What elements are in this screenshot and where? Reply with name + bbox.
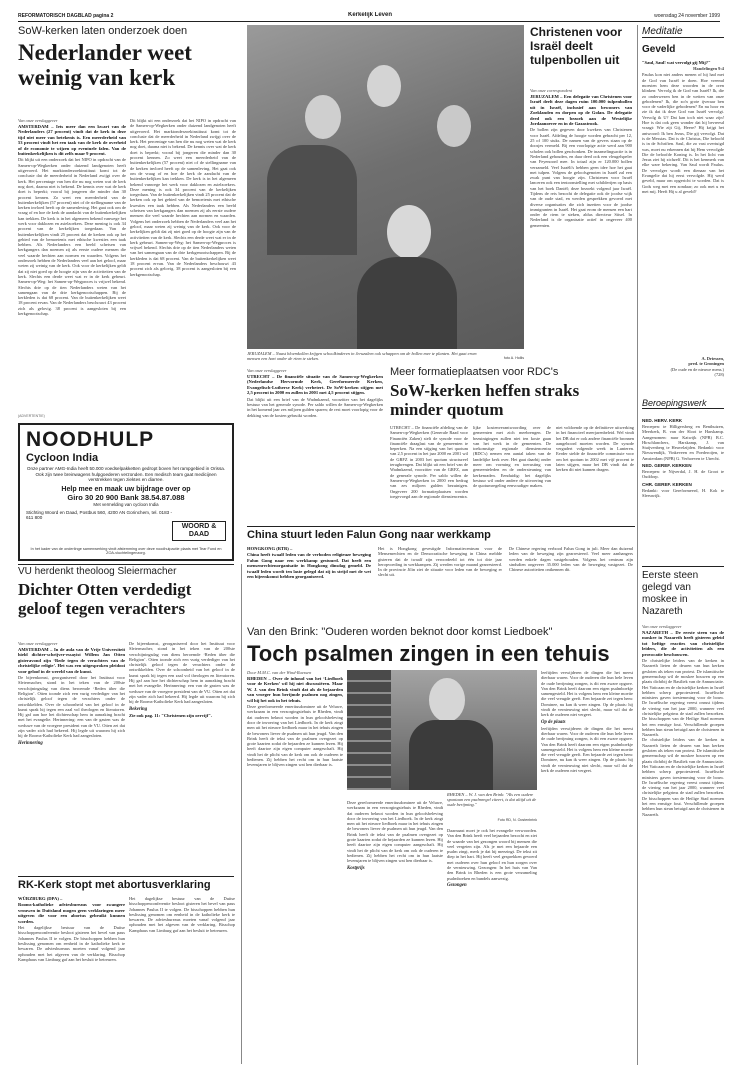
art4-col1-text: China heeft twaalf leden van de verboden religieuze beweging Falun Gong naar een werkkamp gestuurd. Dat heeft een mensenrechtenorganisatie in Hongkong dinsdag gemeld. De twaalf leden wordt ten laste gelegd dat zij in strijd met de wet een bijeenkomst hebben georganiseerd. (247, 552, 371, 580)
photo-van-den-brink (347, 670, 537, 790)
art8-top-rule (642, 566, 724, 567)
art6-body-continued: Het dagelijkse bestuur van de Duitse bisschoppenconferentie besloot gisteren het bevel van paus Johannes Paulus II te volgen. De bisschoppen hebben hun beslissing genomen om eenheid in de katholieke kerk te bewaren. De adviesbureaus moeten vanaf volgend jaar ophouden met het afgeven van de verklaring. Bisschop Kamphaus van Limburg gaf aan het besluit te betreuren. (129, 896, 235, 933)
art3-col1-text: UTRECHT – De financiële afdeling van de Samen-op-Wegkerken (Generale Raad voor Financiën Zaken) stelt de synode voor de financiële draaglast van de gemeenten te beperken. Na een stijging van het quotum van 2,5 procent in het jaar 2000 en 2001 wil de GRFZ in 2003 het quotum structureel terugbrengen. Dat blijkt uit een brief van de Wadmkaend, voorzitter van de GRFZ, aan de generale synode. Per saldo willen de Samen-op-Wegkerken in 2000 een bedrag van zes miljoen gulden bezuinigen. Ongeveer 200 formatieplaatsen worden toegevoegd aan de regionale dienstencentra. (390, 425, 468, 499)
photo-jerusalem-children (247, 25, 524, 349)
art5-body-continued: De bijeenkomst, georganiseerd door het Instituut voor Sleiermacher, stond in het teken van de 200ste verschijningsdag van diens beroemde ‘Reden über die Religion’. Otten toonde zich een vurig verdediger van het christelijk geloof tegen de verachters onder de ontwikkelden. Over de schoonheid van het geloof in de kunst sprak hij tegen een zaal vol theologen en literatoren. Hij gaf aan hoe het dichterschap hem in aanraking bracht met het evangelie. Herinnering: een van de gasten was de weduwe van de vroegere president van de VU. Otten zei dat zijn vader zich had bekeerd. Hij legde uit waarom hij zich bij de Rooms-Katholieke Kerk had aangesloten. (129, 641, 235, 705)
art6-byline: WÜRZBURG (DPA) – (18, 896, 63, 901)
art1-ad-label: (ADVERTENTIE) (18, 414, 45, 418)
art8-headline: Eerste steen gelegd van moskee in Nazareth (642, 570, 699, 617)
art5-col1 (18, 641, 125, 867)
photo1-caption: JERUZALEM – Naast bloemkollen krijgen schoolkinderen in Jeruzalem ook schappen om de bollen mee te planten. Het gaat erom mensen een hart onder de riem te steken. (247, 351, 477, 362)
art7-sub2: Gezongen (447, 882, 467, 888)
noodhulp-footer: In het kader van de onderlinge samenwerking vindt afstemming over deze noodhulpactie plaats met Tear Fund en ZOA-vluchtelingenzorg. (30, 546, 222, 556)
art1-body: Dit blijkt uit een onderzoek dat het NIPO in opdracht van de Samen-op-Wegkerken onder duizend landgenoten heeft uitgevoerd. Het marktonderzoekinstituut komt tot de conclusie dat de meerderheid in Nederland zwijgt over de kerk. Het percentage van hen die nu nog weten wat de kerk nog doet, daarna niet is bekend. De kennis over wat de kerk doet is beperkt; vooral bij jongeren die minder dan 30 procent kennen. Zo weet een meerderheid van de buitenkerkelijken (57 procent) niet of de stellingname van de kerken invloed heeft op de samenleving. Het gaat ook om de vraag of en hoe de kerk de aandacht van de buitenkerkelijken kan trekken. De kerk is in het algemeen bekend vanwege het werk voor daklozen en asielzoekers. Deze mening is ook 34 procent van de kerkelijken toegedaan. Van de buitenkerkelijken vindt 25 procent dat de kerken ook op het gebied van de bemoeienis met ethische kwesties een taak hebben. Als Nederlanders een beeld schetsen van kerkgangers dan noemen zij als eerste oudere mensen die veel waarde hechten aan normen en waarden. Volgens het onderzoek hebben de Nederlanders veel aan het geloof, maar weten zij weinig van de kerk. Ook voor de kerkelijken geldt dat zij niet goed op de hoogte zijn van de activiteiten van de kerk. Slechts een derde weet wat er in de kerk gebeurt. Samen-op-Weg: het Samen-op-Wegproces is vrijwel bekend. Slechts drie op de tien Nederlanders weten van het samengaan van de drie kerkgenootschappen. Bij de kerkleden is dat 68 procent. Van de buitenkerkelijken weet 18 procent ervan. Van de Nederlanders beschouwt 43 procent zich als gelovig. 38 procent is aangesloten bij een kerkgenootschap. (18, 157, 126, 317)
beroeping-ned-geref-body: Beroepen: te Nijverdal, J. H. de Groot te Ouddorp. (642, 469, 724, 480)
art6-headline: RK-Kerk stopt met abortusverklaring (18, 879, 211, 891)
sidebar-divider (637, 25, 638, 1065)
art1-right-intro: UTRECHT – De financiële situatie van de Samen-op-Wegkerken (Nederlandse Hervormde Kerk, Gereformeerde Kerken, Evangelisch-Lutherse Kerk) verbetert. De SoW-kerken stijgen met 2,5 procent in 2000 en zullen in 2001 met 4,5 procent stijgen. (247, 374, 383, 396)
art1-intro: AMSTERDAM – Iets meer dan een kwart van de Nederlanders (27 procent) vindt dat de kerk in deze tijd niet meer van betekenis is. Een meerderheid van 53 procent vindt het een taak van de kerk de overheid of de economie te wijzen op eventuele falen. Van de buitenkerkelijken is dit zelfs maar 9 procent. (18, 124, 126, 157)
meditatie-body: Paulus kon niet anders menen of hij had met de God van Israël te doen. Hoe vreemd moesten hem deze woorden in de oren klinken: Vervolg ik de God van Israël? Ik, die zo onderwezen ben in de wetten van onze gebodenen? Ik, die zo'n grote ijveraar ben voor de vaderlijke gebodenen? En nu hoor en zie ik dat ik deze God van Israël vervolgt. Vervolg ik U? Dat kan toch niet waar zijn! Hoe is dat ook geen wonder dat hij bevreesd vraagt: Wie zijt Gij, Heere? Hij krijgt het antwoord: Ik ben Jezus, Die gij vervolgt. Dat is de Messias. Dat is de Christus, Die beloofd is in de Schriften. Saul, die zo vast overtuigd was, moet nu erkennen dat hij Hem vervolgde Die de beloofde Koning is. In het licht van Jezus ziet hij zichzelf. Dit is het kenmerk van elke ware bekering. Van Saul wordt Paulus. De vervolger wordt een dienaar van het Evangelie dat hij eerst vervolgde. Hij werd geveld, maar om opgericht te worden. Dat is Gods weg met een zondaar; zo ook met u en met mij. Heeft Hij u al geveld? (642, 72, 724, 194)
noodhulp-account: Giro 30 20 900 Bank 38.54.87.088 (67, 492, 185, 502)
meditatie-ref: Handelingen 9:4 (693, 66, 724, 72)
beroeping-ned-geref: NED. GEREF. KERKEN (642, 463, 692, 469)
art1-body-continued: Dit blijkt uit een onderzoek dat het NIPO in opdracht van de Samen-op-Wegkerken onder duizend landgenoten heeft uitgevoerd. Het marktonderzoekinstituut komt tot de conclusie dat de meerderheid in Nederland zwijgt over de kerk. Het percentage van hen die nu nog weten wat de kerk nog doet, daarna niet is bekend. De kennis over wat de kerk doet is beperkt; vooral bij jongeren die minder dan 30 procent kennen. Zo weet een meerderheid van de buitenkerkelijken (57 procent) niet of de stellingname van de kerken invloed heeft op de samenleving. Het gaat ook om de vraag of en hoe de kerk de aandacht van de buitenkerkelijken kan trekken. De kerk is in het algemeen bekend vanwege het werk voor daklozen en asielzoekers. Deze mening is ook 34 procent van de kerkelijken toegedaan. Van de buitenkerkelijken vindt 25 procent dat de kerken ook op het gebied van de bemoeienis met ethische kwesties een taak hebben. Als Nederlanders een beeld schetsen van kerkgangers dan noemen zij als eerste oudere mensen die veel waarde hechten aan normen en waarden. Volgens het onderzoek hebben de Nederlanders veel aan het geloof, maar weten zij weinig van de kerk. Ook voor de kerkelijken geldt dat zij niet goed op de hoogte zijn van de activiteiten van de kerk. Slechts een derde weet wat er in de kerk gebeurt. Samen-op-Weg: het Samen-op-Wegproces is vrijwel bekend. Slechts drie op de tien Nederlanders weten van het samengaan van de drie kerkgenootschappen. Bij de kerkleden is dat 68 procent. Van de buitenkerkelijken weet 18 procent ervan. Van de Nederlanders beschouwt 43 procent zich als gelovig. 38 procent is aangesloten bij een kerkgenootschap. (130, 118, 236, 277)
art2-byline: Van onze correspondent (530, 88, 573, 93)
photo2-caption: RHEDEN – W. J. van den Brink: "Als een oudere spontaan een psalmregel citeert, is dat altijd uit de oude berijming." (447, 792, 537, 808)
art7-col4-continued: leeftijden verwijderen de dingen die het meest dierbaar waren. Voor de ouderen die hun hele leven de oude berijming zongen, is dit een zware opgave. Van den Brink heeft daarom een eigen psalmboekje samengesteld. Het is volgens hem een kleine moeite die veel vreugde geeft. Een bejaarde zei tegen hem: Dominee, nu kan ik weer zingen. Op de plaats: hij vindt de vernieuwing niet slecht, maar wil dat de kerk de ouderen niet vergeet. (541, 725, 633, 774)
beroeping-header: Beroepingswerk (642, 398, 724, 409)
art4-headline: China stuurt leden Falun Gong naar werkkamp (247, 529, 491, 541)
child-face (387, 205, 431, 259)
art5-byline: Van onze verslaggever (18, 641, 58, 646)
art3-col2-text: lijke kostenverantwoording over de gemeenten met zich meebrengen. De bezuinigingen zullen niet ten koste gaan van het werk in de gemeenten. De toekomstige regionale dienstencentra (RDC's) nemen een aantal taken van de landelijke kerk over. Het gaat daarbij onder meer om vorming en toerusting van gemeenteleden en de ondersteuning van kerkenraden. Eenduidig: het dagelijks bestuur wil onder andere de uitvoering van de quotumregeling eenvoudiger maken. (473, 425, 551, 489)
art4-col2-text: Het is Hongkong gevestigde Informatiecentrum voor de Mensenrechten en de Democratische beweging in China meldde gisteren dat de twaalf zijn veroordeeld tot één tot drie jaar heropvoeding in werkkampen. Zij werden vorige maand gearresteerd. In de provincie Jilin ziet de situatie voor leden van de beweging er slecht uit. (378, 546, 502, 578)
art5-headline: Dichter Otten verdedigt geloof tegen verachters (18, 580, 192, 618)
woord-en-daad-logo: WOORD & DAAD (172, 521, 226, 541)
child-face (437, 105, 471, 147)
art7-sub1: Kostprijs (347, 865, 365, 871)
photo1-credit: foto A. Hollis (504, 356, 524, 360)
beroeping-ned-herv: NED. HERV. KERK (642, 418, 683, 423)
art3-headline: SoW-kerken heffen straks minder quotum (390, 381, 580, 419)
noodhulp-ad (18, 423, 234, 561)
art1-kicker: SoW-kerken laten onderzoek doen (18, 25, 188, 37)
art4-col2 (378, 546, 502, 622)
art7-col1 (247, 670, 343, 1062)
meditatie-author-place: pred. te Groningen (688, 361, 724, 367)
meditatie-signature (642, 356, 724, 377)
art4-byline: HONGKONG (RTR) – (247, 546, 293, 551)
masthead-section: Kerkelijk Leven (347, 12, 393, 18)
beroeping-chr-geref-body: Bedankt: voor Gereformeerd, H. Kok te Sleeuwijk. (642, 487, 724, 498)
man-head (429, 678, 465, 722)
art2-body: De bollen zijn gegeven door kwekers van Christenen voor Israël. Afdeling de hoogte worden gebracht per 12, 25 of 100 stuks. De namen van de gevers staan op de doosjes vermeld. Bij een voorlopige actie werd aan 900 scholen ook bollen geschonken. De inzamelingsactie is in Nederland gehouden, en daar deed ook een vleugelspeler van Feyenoord mee. In totaal zijn er 120.000 bollen verzameld. Veel Israëli's hebben geen idee hoe het gaat met tulpen. Volgens de geloofsgenoten in Israël zal een zwak punt van hoogte zijn. Christenen voor Israël lanceren ook een tentoonstelling met schilderijen op basis van het boek Daniël; deze bezoekt volgend jaar Israël. Tijdens de reis bezocht de delegatie ook de joodse wijk van de oude stad, en werden gesprekken gevoerd met diverse organisaties die zich inzetten voor de joodse immigranten in Israël. Het gaat erom de mensen een hart onder de riem te steken, aldus directeur Sitsel. In Nederland is de organisatie actief in ongeveer 400 gemeenten. (530, 127, 632, 228)
bookshelf (347, 670, 391, 790)
meditatie-quote: "Saul, Saul! wat vervolgt gij Mij?" (642, 60, 711, 65)
art7-col4-text: leeftijden verwijderen de dingen die het meest dierbaar waren. Voor de ouderen die hun hele leven de oude berijming zongen, is dit een zware opgave. Van den Brink heeft daarom een eigen psalmboekje samengesteld. Het is volgens hem een kleine moeite die veel vreugde geeft. Een bejaarde zei tegen hem: Dominee, nu kan ik weer zingen. Op de plaats: hij vindt de vernieuwing niet slecht, maar wil dat de kerk de ouderen niet vergeet. (541, 670, 633, 718)
art6-col2 (129, 896, 235, 1062)
art1-col1 (18, 118, 126, 414)
art7-intro: RHEDEN – Over de inhoud van het ‘Liedboek voor de Kerken’ wil hij niet discussiëren. Maar W. J. van den Brink vindt dat als de bejaarden van vroeger hun berijmde psalmen nog zingen, wil hij het ook in het tehuis. (247, 676, 343, 703)
art7-body-continued: Deze gereformeerde emeritusdominee uit de Veluwe, werkzaam in een verzorgingstehuis te Rheden, vindt dat ouderen beknot worden in hun geloofsbeleving door de invoering van het Liedboek. In de kerk zingt men uit het nieuwe liedboek maar in het tehuis zingen de bewoners liever de psalmen uit hun jeugd. Van den Brink heeft de tekst van de psalmen overgezet op grote kaarten zodat de bejaarden ze kunnen lezen. Hij heeft daartoe zijn eigen computer aangeschaft. Hij vindt het de plicht van de kerk om ook de ouderen te bedienen. Zij hebben het recht om in hun laatste levensjaren te blijven zingen wat hen dierbaar is. (347, 800, 443, 864)
art4-col3 (509, 546, 633, 622)
meditatie-author: A. Driessen, (701, 356, 724, 361)
art5-sub1: Herinnering (18, 740, 43, 746)
man-body (409, 720, 493, 790)
center-divider (241, 564, 242, 1064)
art7-byline: Door M.M.C. van der Wind-Ruessen (247, 670, 312, 675)
art7-sub3: Op de plaats (541, 719, 566, 725)
art5-kicker: VU herdenkt theoloog Sleiermacher (18, 566, 177, 577)
art7-col4 (541, 670, 633, 1062)
beroeping-ned-herv-body: Beroepen: te Hilligersberg en Benthuizen, Meerkerk, B. van der Sloot te Harskamp. Aangenomen: naar Katwijk (NPB) B.C. Hirschlanchers, Harskamp, J. van Stuijvenberg te Heuvelzijden. Bedankt: voor Nieuwendijk, Vinkeveen en Poederoijen, te Amsterdam (NPB) G. Verhoeven te Utrecht. (642, 424, 724, 461)
art5-more: Zie ook pag. 11: "Christenen zijn oervijf". (129, 712, 212, 718)
masthead-rule (18, 21, 720, 22)
art5-intro: AMSTERDAM – In de aula van de Vrije Universiteit hield dichter-schrijver-essayist Willem Jan Otten gisteravond zijn ‘Rede tegen de verachters van de christelijke religie’. Het was een uitgesproken pleidooi voor geloof in de wereld van de kunst. (18, 647, 125, 674)
beroeping-chr-geref: CHR. GEREF. KERKEN (642, 481, 692, 487)
art4-col1 (247, 546, 371, 622)
art6-intro: Rooms-katholieke adviesbureaus voor zwangere vrouwen in Duitsland mogen geen verklaringen meer uitgeven die voor een abortus gebruikt kunnen worden. (18, 902, 125, 924)
art7-body: Deze gereformeerde emeritusdominee uit de Veluwe, werkzaam in een verzorgingstehuis te Rheden, vindt dat ouderen beknot worden in hun geloofsbeleving door de invoering van het Liedboek. In de kerk zingt men uit het nieuwe liedboek maar in het tehuis zingen de bewoners liever de psalmen uit hun jeugd. Van den Brink heeft de tekst van de psalmen overgezet op grote kaarten zodat de bejaarden ze kunnen lezen. Hij heeft daartoe zijn eigen computer aangeschaft. Hij vindt het de plicht van de kerk om ook de ouderen te bedienen. Zij hebben het recht om in hun laatste levensjaren te blijven zingen wat hen dierbaar is. (247, 704, 343, 768)
art1-right-byline: Van onze verslaggever (247, 368, 287, 373)
child-body (357, 257, 457, 349)
art5-body: De bijeenkomst, georganiseerd door het Instituut voor Sleiermacher, stond in het teken van de 200ste verschijningsdag van diens beroemde ‘Reden über die Religion’. Otten toonde zich een vurig verdediger van het christelijk geloof tegen de verachters onder de ontwikkelden. Over de schoonheid van het geloof in de kunst sprak hij tegen een zaal vol theologen en literatoren. Hij gaf aan hoe het dichterschap hem in aanraking bracht met het evangelie. Herinnering: een van de gasten was de weduwe van de vroegere president van de VU. Otten zei dat zijn vader zich had bekeerd. Hij legde uit waarom hij zich bij de Rooms-Katholieke Kerk had aangesloten. (18, 675, 125, 739)
noodhulp-title: NOODHULP (26, 428, 155, 451)
masthead-left: REFORMATORISCH DAGBLAD pagina 2 (18, 13, 114, 19)
art1-right-col1 (247, 368, 383, 488)
meditatie-note: (De oude en de nieuwe mens.) (670, 366, 724, 372)
art2-headline: Christenen voor Israël deelt tulpenbollen uit (530, 25, 623, 67)
art6-col1 (18, 896, 125, 1062)
meditatie-title: Geveld (642, 44, 676, 55)
art2-text (530, 88, 632, 358)
art3-col3-text: niet voldoende op de definitieve uitwerking in het financieel meerjarenbeleid. Wel vindt het DB dat er ook andere financiële bronnen aangeboord moeten worden. De synode vergadert volgende week in Lunteren. Eerder stelde de financiële commissie voor om het quotum in 2002 met vijf procent te laten stijgen, maar het DB vindt dat de kerken dit niet kunnen dragen. (556, 425, 634, 473)
child-face (305, 95, 341, 139)
art6-body: Het dagelijkse bestuur van de Duitse bisschoppenconferentie besloot gisteren het bevel van paus Johannes Paulus II te volgen. De bisschoppen hebben hun beslissing genomen om eenheid in de katholieke kerk te bewaren. De adviesbureaus moeten vanaf volgend jaar ophouden met het afgeven van de verklaring. Bisschop Kamphaus van Limburg gaf aan het besluit te betreuren. (18, 925, 125, 962)
art8-byline: Van onze verslaggever (642, 624, 682, 629)
art7-col3 (447, 828, 537, 1062)
art5-top-rule (18, 564, 234, 565)
art1-col2 (130, 118, 236, 414)
art3-col1 (390, 425, 468, 523)
photo2-credit: Foto RD, N. Oostenbrink (497, 818, 537, 822)
art5-sub2: Bekering (129, 706, 148, 712)
noodhulp-account-note: Met vermelding van cycloon India (93, 501, 159, 507)
noodhulp-subtitle: Cycloon India (26, 452, 99, 464)
art7-col2 (347, 800, 443, 1062)
meditatie-text (642, 60, 724, 356)
art8-body: De christelijke leiders van de kerken in Nazareth lieten de deuren van hun kerken gesloten als teken van protest. De islamitische gemeenschap wil de moskee bouwen op een plaats dichtbij de Basiliek van de Annunciatie. Het Vaticaan en de christelijke kerken in Israël hebben scherp geprotesteerd. Israëlische ministers gaven toestemming voor de bouw. De Israëlische regering vreest onrust tijdens de viering van het jaar 2000, wanneer veel christelijke pelgrims de stad zullen bezoeken. De bisschoppen van de Heilige Stad noemen het een ernstige fout. Verschillende groepen hebben hun steun betuigd aan de christenen in Nazareth. (642, 658, 724, 738)
child-face (367, 65, 401, 107)
art4-col3-text: De Chinese regering verbood Falun Gong in juli. Meer dan duizend leden van de beweging zijn gearresteerd. Veel meer aanhangers werden enkele dagen vastgehouden. Volgens het centrum zijn sindsdien ongeveer 35.000 leden van de beweging vastgezet. De Chinese autoriteiten ontkennen dit. (509, 546, 633, 573)
art8-text (642, 624, 724, 1062)
masthead-date: woensdag 24 november 1999 (654, 13, 720, 19)
child-body (267, 145, 357, 255)
art3-col3 (556, 425, 634, 523)
meditatie-number: (728) (714, 371, 724, 377)
meditatie-header: Meditatie (642, 26, 724, 38)
art1-headline: Nederlander weet weinig van kerk (18, 40, 192, 90)
art3-col2 (473, 425, 551, 523)
art6-top-rule (18, 876, 234, 877)
art8-intro: NAZARETH – De eerste steen van de moskee in Nazareth heeft gisteren geleid tot heftige reacties van christelijke leiders, die de activiteiten als een provocatie beschouwen. (642, 630, 724, 657)
art7-kicker: Van den Brink: "Ouderen worden beknot door komst Liedboek" (247, 626, 553, 638)
noodhulp-address: Stichting Woord en Daad, Postbus 560, 4200 AN Gorinchem, tel. 0183 - 611 800 (26, 509, 172, 521)
art7-headline: Toch psalmen zingen in een tehuis (247, 641, 610, 666)
art4-top-rule (247, 526, 635, 527)
art1-byline: Van onze verslaggever (18, 118, 58, 123)
art7-col3-text: Daarnaast moet je ook het evangelie verwoorden. Van den Brink heeft veel bejaarden bezocht en ziet de waarde van het gezongen woord bij mensen die veel vergeten zijn. Als je met een bejaarde een psalm zingt, merk je dat hij meezingt. De tekst zit diep in het hart. Hij heeft veel gesprekken gevoerd met ouderen over hun geloof en hun zorgen over de vernieuwing. Gezongen: In het huis van Van den Brink in Rheden is een grote verzameling psalmboeken en bundels aanwezig. (447, 828, 537, 881)
noodhulp-appeal: Help mee en maak uw bijdrage over op (61, 485, 191, 493)
art5-col2 (129, 641, 235, 867)
noodhulp-text: Onze partner AMG-India heeft 50.000 voedselpakketten gedropt boven het rampgebied in Orissa. Ook zijn twee breinwagens hulpgoederen verzonden. Een medisch team gaat medicijnen verstrekken tegen ziektes en diarree. (26, 466, 226, 483)
beroeping-text (642, 416, 724, 562)
art2-intro: JERUZALEM – Een delegatie van Christenen voor Israël deelt deze dagen ruim 100.000 tulpenbollen uit in Israël, inclusief aan bewoners van Zoeklanden en dorpen op de Golan. De delegatie deed ook een bezoek aan de Westelijke Jordaanoever en in de Gazastrook. (530, 94, 632, 127)
art3-kicker: Meer formatieplaatsen voor RDC's (390, 366, 559, 378)
art1-right-body: Dat blijkt uit een brief van de Wadmkaend, voorzitter van het dagelijks bestuur van het generale synode. Per saldo willen de Samen-op-Wegkerken in het komend jaar zes miljoen gulden sparen; de rest moet voorlopig voor de dekking van de kosten gebruikt worden. (247, 396, 383, 418)
art8-body-continued: De christelijke leiders van de kerken in Nazareth lieten de deuren van hun kerken gesloten als teken van protest. De islamitische gemeenschap wil de moskee bouwen op een plaats dichtbij de Basiliek van de Annunciatie. Het Vaticaan en de christelijke kerken in Israël hebben scherp geprotesteerd. Israëlische ministers gaven toestemming voor de bouw. De Israëlische regering vreest onrust tijdens de viering van het jaar 2000, wanneer veel christelijke pelgrims de stad zullen bezoeken. De bisschoppen van de Heilige Stad noemen het een ernstige fout. Verschillende groepen hebben hun steun betuigd aan de christenen in Nazareth. (642, 737, 724, 817)
